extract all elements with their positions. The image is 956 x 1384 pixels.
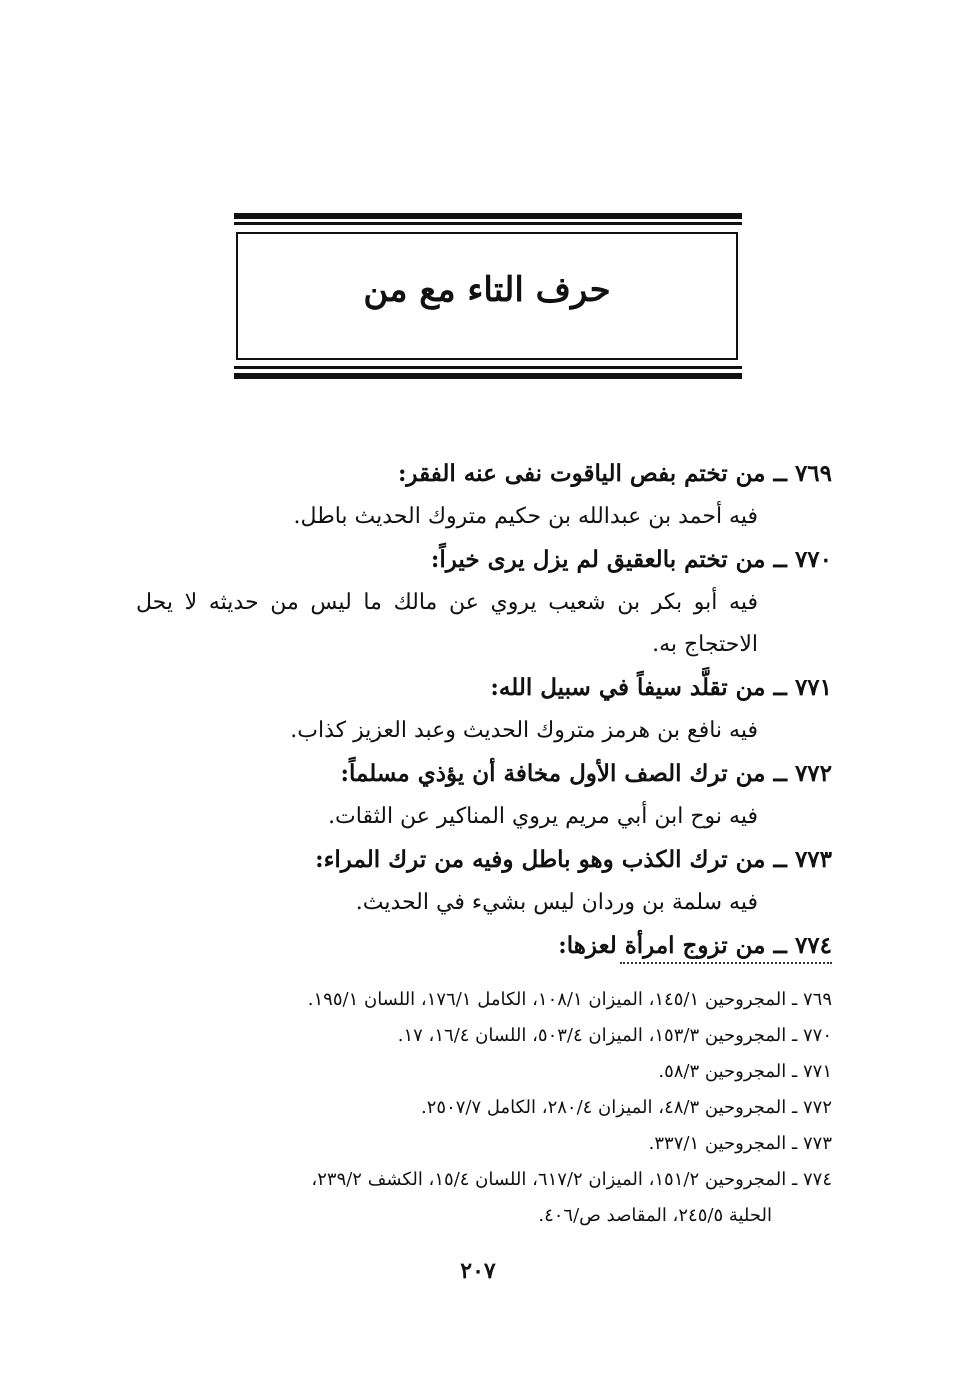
entry-heading: ٧٧٣ ــ من ترك الكذب وهو باطل وفيه من ترك المراء: (315, 846, 832, 873)
top-thin-rule (234, 222, 742, 225)
footnote-772: ٧٧٢ ـ المجروحين ٤٨/٣، الميزان ٢٨٠/٤، الكامل ٢٥٠٧/٧. (421, 1097, 832, 1118)
entry-note: فيه أبو بكر بن شعيب يروي عن مالك ما ليس من حديثه لا يحل الاحتجاج به. (136, 590, 758, 657)
entry-heading: ٧٧٢ ــ من ترك الصف الأول مخافة أن يؤذي مسلماً: (340, 760, 832, 787)
entry-list (136, 452, 832, 968)
footnote-773: ٧٧٣ ـ المجروحين ٣٣٧/١. (648, 1133, 832, 1154)
entry-heading: ٧٧٤ ــ من تزوج امرأة لعزها: (558, 932, 832, 959)
footnote-770: ٧٧٠ ـ المجروحين ١٥٣/٣، الميزان ٥٠٣/٤، اللسان ١٦/٤، ١٧. (397, 1025, 832, 1046)
entry-772 (136, 752, 832, 838)
entry-heading: ٧٧١ ــ من تقلَّد سيفاً في سبيل الله: (490, 674, 832, 701)
bottom-thick-rule (234, 373, 742, 379)
footnote-769: ٧٦٩ ـ المجروحين ١٤٥/١، الميزان ١٠٨/١، الكامل ١٧٦/١، اللسان ١٩٥/١. (307, 989, 832, 1010)
entry-769 (136, 452, 832, 538)
top-thick-rule (234, 213, 742, 219)
footnotes (130, 982, 832, 1234)
footnote-774: ٧٧٤ ـ المجروحين ١٥١/٢، الميزان ٦١٧/٢، اللسان ١٥/٤، الكشف ٢٣٩/٢، (311, 1169, 832, 1190)
title-frame (236, 232, 738, 360)
entry-773 (136, 838, 832, 924)
chapter-title: حرف التاء مع من (363, 270, 611, 310)
entry-heading: ٧٧٠ ــ من تختم بالعقيق لم يزل يرى خيراً: (430, 546, 832, 573)
entry-note: فيه سلمة بن وردان ليس بشيء في الحديث. (355, 890, 758, 915)
page-number: ٢٠٧ (460, 1258, 496, 1284)
entry-heading: ٧٦٩ ــ من تختم بفص الياقوت نفى عنه الفقر: (397, 460, 832, 487)
entry-note: فيه نافع بن هرمز متروك الحديث وعبد العزيز كذاب. (290, 718, 758, 743)
entry-note: فيه نوح ابن أبي مريم يروي المناكير عن الثقات. (328, 804, 758, 829)
entry-771 (136, 666, 832, 752)
entry-note: فيه أحمد بن عبدالله بن حكيم متروك الحديث باطل. (293, 504, 758, 529)
footnote-separator (620, 962, 832, 964)
footnote-774-continuation: الحلية ٢٤٥/٥، المقاصد ص/٤٠٦. (538, 1205, 772, 1226)
entry-770 (136, 538, 832, 666)
footnote-771: ٧٧١ ـ المجروحين ٥٨/٣. (658, 1061, 832, 1082)
bottom-thin-rule (234, 366, 742, 369)
